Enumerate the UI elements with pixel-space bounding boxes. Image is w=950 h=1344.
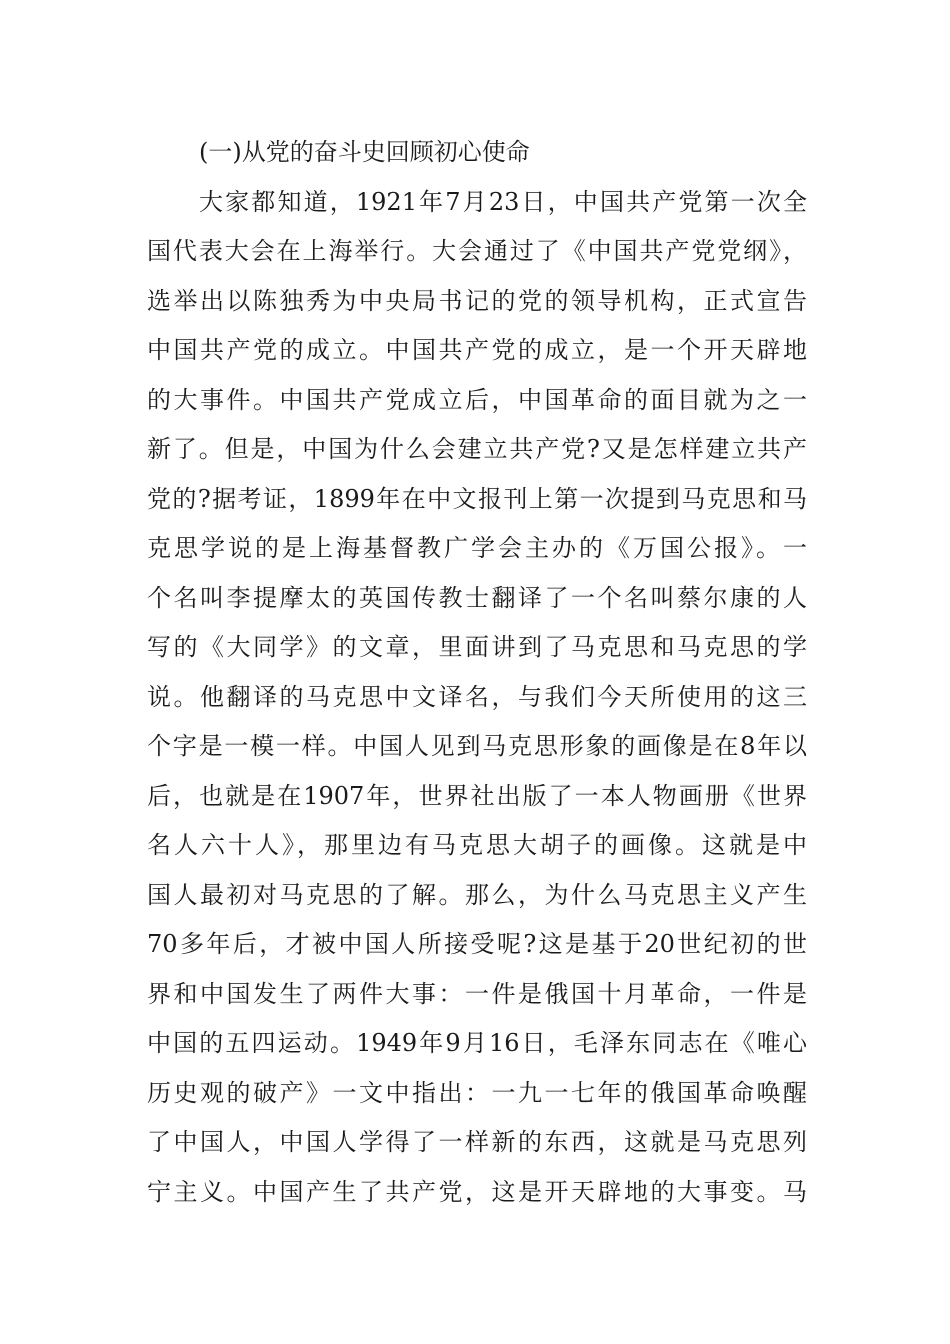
paragraph-line: 党的?据考证，1899年在中文报刊上第一次提到马克思和马 [147,484,807,513]
paragraph-line: 中国共产党的成立。中国共产党的成立，是一个开天辟地 [147,336,807,364]
paragraph-line: 个名叫李提摩太的英国传教士翻译了一个名叫蔡尔康的人 [147,583,807,612]
paragraph [147,178,807,1218]
paragraph-line: 国代表大会在上海举行。大会通过了《中国共产党党纲》， [147,237,807,265]
paragraph-line: 新了。但是，中国为什么会建立共产党?又是怎样建立共产 [147,435,807,463]
paragraph-line: 的大事件。中国共产党成立后，中国革命的面目就为之一 [147,385,807,414]
document-body [147,128,807,1217]
section-heading: (一)从党的奋斗史回顾初心使命 [199,138,530,166]
paragraph-line: 写的《大同学》的文章，里面讲到了马克思和马克思的学 [147,633,807,661]
paragraph-line: 选举出以陈独秀为中央局书记的党的领导机构，正式宣告 [147,286,807,315]
paragraph-line: 历史观的破产》一文中指出：一九一七年的俄国革命唤醒 [147,1078,807,1107]
paragraph-line: 70多年后，才被中国人所接受呢?这是基于20世纪初的世 [147,930,807,958]
paragraph-line: 说。他翻译的马克思中文译名，与我们今天所使用的这三 [147,682,807,711]
paragraph-line: 后，也就是在1907年，世界社出版了一本人物画册《世界 [147,781,807,810]
paragraph-line: 大家都知道，1921年7月23日，中国共产党第一次全 [199,187,807,216]
paragraph-line: 界和中国发生了两件大事：一件是俄国十月革命，一件是 [147,979,807,1008]
paragraph-line: 国人最初对马克思的了解。那么，为什么马克思主义产生 [147,880,807,909]
paragraph-line: 中国的五四运动。1949年9月16日，毛泽东同志在《唯心 [147,1029,807,1057]
paragraph-line: 宁主义。中国产生了共产党，这是开天辟地的大事变。马 [147,1177,807,1206]
paragraph-line: 了中国人，中国人学得了一样新的东西，这就是马克思列 [147,1128,807,1156]
paragraph-line: 克思学说的是上海基督教广学会主办的《万国公报》。一 [147,534,807,562]
paragraph-line: 个字是一模一样。中国人见到马克思形象的画像是在8年以 [147,732,807,760]
paragraph-line: 名人六十人》，那里边有马克思大胡子的画像。这就是中 [147,831,807,859]
